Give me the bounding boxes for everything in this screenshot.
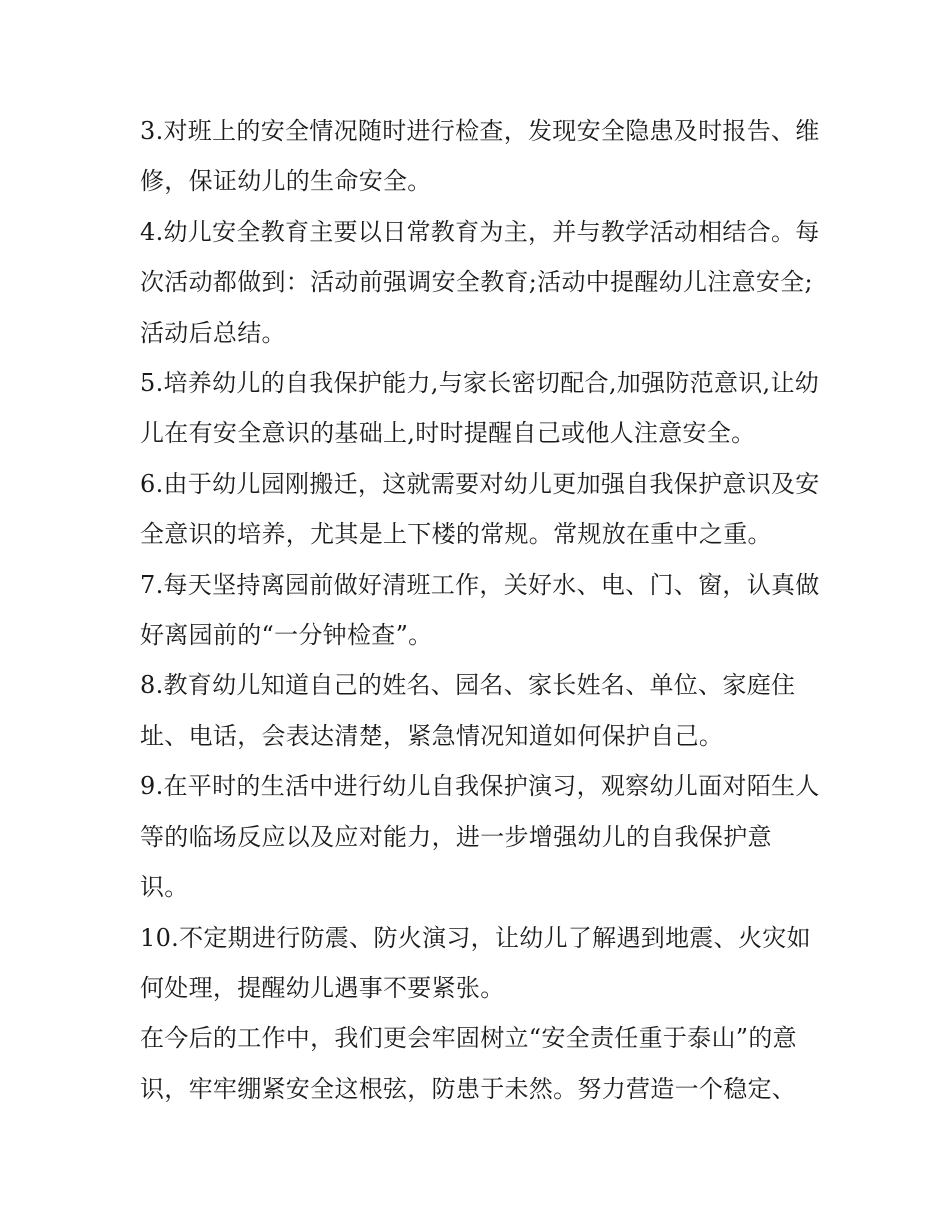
paragraph-item-4: 4.幼儿安全教育主要以日常教育为主，并与教学活动相结合。每次活动都做到：活动前强调安全教育;活动中提醒幼儿注意安全;活动后总结。 [140, 217, 820, 347]
paragraph-item-9: 9.在平时的生活中进行幼儿自我保护演习，观察幼儿面对陌生人等的临场反应以及应对能力，进一步增强幼儿的自我保护意识。 [140, 772, 820, 902]
paragraph-item-10: 10.不定期进行防震、防火演习，让幼儿了解遇到地震、火灾如何处理，提醒幼儿遇事不要紧张。 [140, 923, 811, 1002]
paragraph-item-5: 5.培养幼儿的自我保护能力,与家长密切配合,加强防范意识,让幼儿在有安全意识的基础上,时时提醒自己或他人注意安全。 [140, 369, 820, 448]
paragraph-item-7: 7.每天坚持离园前做好清班工作，关好水、电、门、窗，认真做好离园前的“一分钟检查”。 [140, 570, 820, 650]
paragraph-item-6: 6.由于幼儿园刚搬迁，这就需要对幼儿更加强自我保护意识及安全意识的培养，尤其是上下楼的常规。常规放在重中之重。 [140, 469, 820, 549]
paragraph-item-8: 8.教育幼儿知道自己的姓名、园名、家长姓名、单位、家庭住址、电话，会表达清楚，紧急情况知道如何保护自己。 [140, 671, 796, 750]
document-body [140, 106, 820, 1114]
paragraph-item-3: 3.对班上的安全情况随时进行检查，发现安全隐患及时报告、维修，保证幼儿的生命安全。 [140, 117, 820, 196]
closing-paragraph: 在今后的工作中，我们更会牢固树立“安全责任重于泰山”的意识，牢牢绷紧安全这根弦，防患于未然。努力营造一个稳定、 [140, 1024, 797, 1103]
